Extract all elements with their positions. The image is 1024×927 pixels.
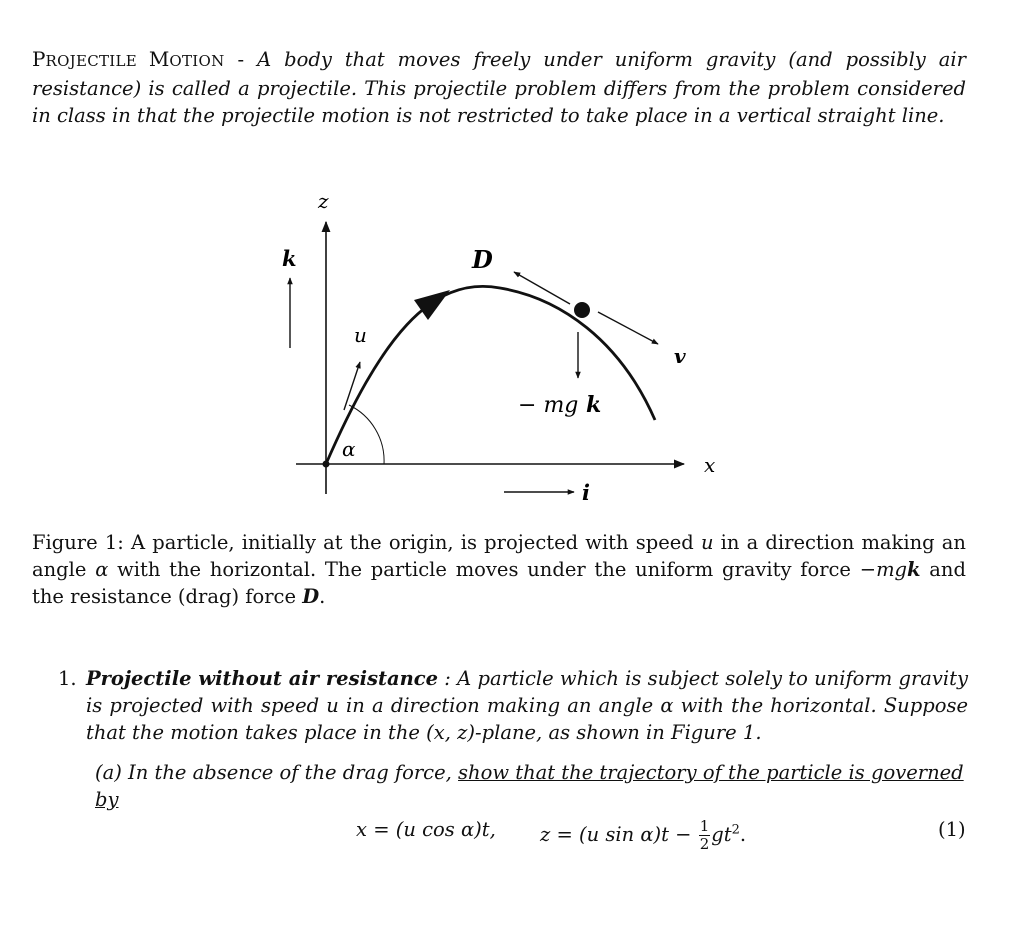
title-separator: - bbox=[224, 48, 258, 71]
equation-z: z = (u sin α)t − $\frac{1}{2}$ $gt^2$. bbox=[540, 817, 747, 853]
x-axis-label: x bbox=[704, 453, 716, 477]
projectile-figure bbox=[260, 180, 730, 510]
velocity-arrow bbox=[598, 312, 658, 344]
caption-prefix: Figure 1: bbox=[32, 531, 124, 554]
z-axis-label: z bbox=[318, 189, 329, 213]
trajectory-curve bbox=[326, 286, 655, 464]
initial-velocity-arrow bbox=[344, 362, 360, 410]
part-a-label: (a) In the absence of the drag force, bbox=[95, 761, 459, 784]
velocity-label: v bbox=[674, 344, 686, 368]
initial-speed-label: u bbox=[354, 323, 367, 347]
angle-label: α bbox=[342, 437, 356, 461]
part-a-underlined: show that the trajectory of the particle is governed by bbox=[95, 761, 964, 811]
equation-1 bbox=[0, 800, 1024, 860]
problem-title: Projectile without air resistance bbox=[86, 667, 439, 690]
problem-1: 1. Projectile without air resistance : A particle which is subject solely to uniform gravity is projected with speed u in a direction making an angle α with the horizontal. Suppose that the motion takes place in the (x, z)-plane, as shown in Figure 1. bbox=[58, 667, 969, 744]
trajectory-arrowhead bbox=[414, 290, 450, 320]
section-title: PROJECTILE MOTION bbox=[32, 47, 225, 71]
origin-dot bbox=[323, 461, 330, 468]
equation-x: x = (u cos α)t, bbox=[356, 818, 496, 841]
particle-dot bbox=[574, 302, 590, 318]
intro-paragraph bbox=[32, 46, 966, 129]
figure-caption: Figure 1: A particle, initially at the origin, is projected with speed u in a direction making an angle α with the horizontal. The particle moves under the uniform gravity force −mgk and the resistance (drag) force D. bbox=[32, 531, 966, 608]
k-vector-label: k bbox=[282, 246, 297, 271]
drag-label: D bbox=[472, 245, 493, 274]
intro-text: A body that moves freely under uniform gravity (and possibly air resistance) is called a projectile. This projectile problem differs from the problem considered in class in that the projectile motion is not restricted to take place in a vertical straight line. bbox=[32, 48, 966, 127]
fraction-half: $\frac{1}{2}$ bbox=[699, 817, 710, 853]
gravity-label: − mg k bbox=[518, 392, 602, 418]
equation-number: (1) bbox=[938, 818, 966, 841]
problem-text: A particle which is subject solely to uniform gravity is projected with speed u in a direction making an angle α with the horizontal. Suppose that the motion takes place in the (x, z)-plane, as shown in Figure 1. bbox=[86, 667, 969, 744]
i-vector-label: i bbox=[582, 480, 590, 505]
problem-number: 1. bbox=[58, 667, 77, 690]
